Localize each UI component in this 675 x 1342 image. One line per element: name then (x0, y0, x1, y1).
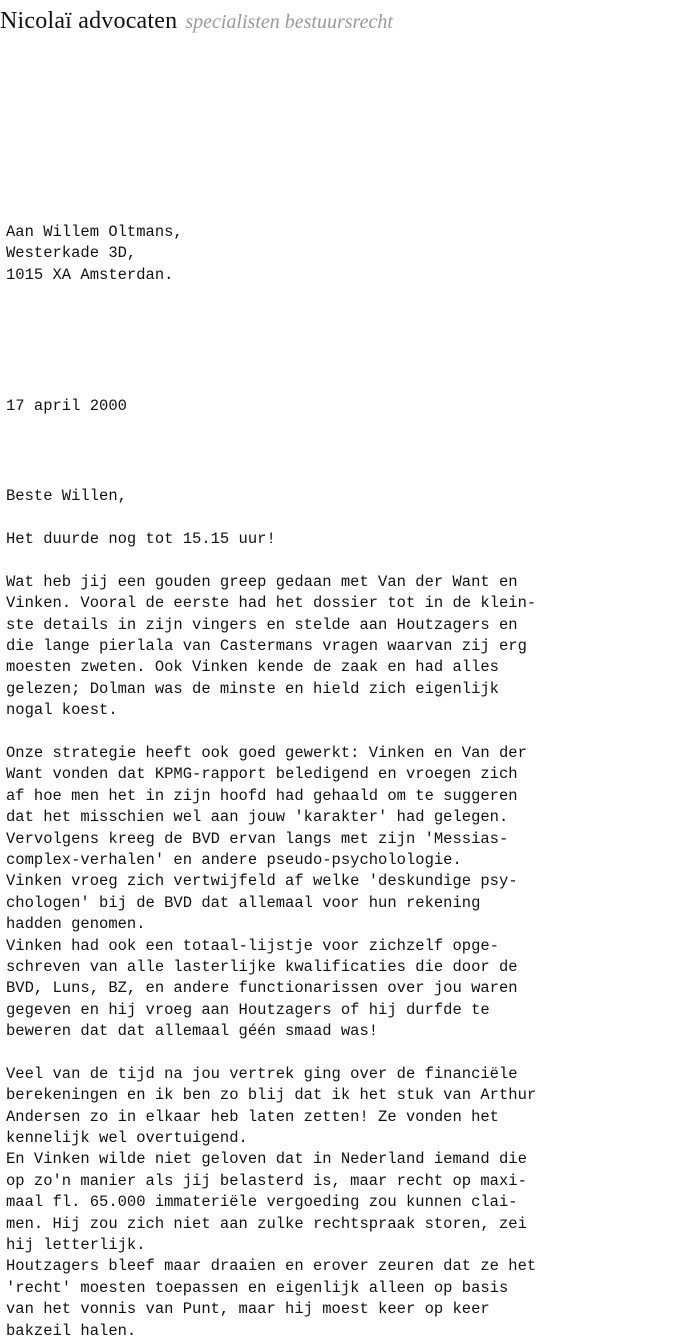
recipient-line: 1015 XA Amsterdan. (6, 265, 174, 284)
paragraph-3 (6, 1064, 668, 1342)
paragraph-line: Vervolgens kreeg de BVD ervan langs met zijn 'Messias- (6, 829, 509, 848)
paragraph-line: Want vonden dat KPMG-rapport beledigend en vroegen zich (6, 765, 518, 784)
letter-body (6, 222, 668, 1342)
paragraph-line: men. Hij zou zich niet aan zulke rechtspraak storen, zei (6, 1214, 527, 1233)
paragraph-line: die lange pierlala van Castermans vragen waarvan zij erg (6, 637, 527, 656)
paragraph-line: berekeningen en ik ben zo blij dat ik het stuk van Arthur (6, 1086, 537, 1105)
paragraph-line: kennelijk wel overtuigend. (6, 1129, 248, 1148)
firm-name: Nicolaï advocaten (0, 8, 178, 34)
paragraph-line: nogal koest. (6, 701, 118, 720)
paragraph-1 (6, 572, 668, 722)
paragraph-line: op zo'n manier als jij belasterd is, maar recht op maxi- (6, 1171, 527, 1190)
paragraph-line: BVD, Luns, BZ, en andere functionarissen over jou waren (6, 979, 518, 998)
paragraph-2 (6, 743, 668, 1042)
paragraph-line: dat het misschien wel aan jouw 'karakter' had gelegen. (6, 808, 509, 827)
intro-line: Het duurde nog tot 15.15 uur! (6, 530, 276, 549)
recipient-line: Aan Willem Oltmans, (6, 223, 183, 241)
paragraph-line: Vinken had ook een totaal-lijstje voor zichzelf opge- (6, 936, 499, 955)
paragraph-line: Wat heb jij een gouden greep gedaan met Van der Want en (6, 572, 518, 591)
paragraph-line: Veel van de tijd na jou vertrek ging over de financiële (6, 1064, 518, 1083)
recipient-address (6, 222, 668, 286)
paragraph-line: maal fl. 65.000 immateriële vergoeding zou kunnen clai- (6, 1193, 518, 1212)
paragraph-line: gelezen; Dolman was de minste en hield zich eigenlijk (6, 679, 499, 698)
paragraph-line: complex-verhalen' en andere pseudo-psycholologie. (6, 851, 462, 869)
paragraph-line: gegeven en hij vroeg aan Houtzagers of hij durfde te (6, 1000, 490, 1019)
letterhead (0, 8, 393, 35)
paragraph-line: ste details in zijn vingers en stelde aan Houtzagers en (6, 615, 518, 634)
paragraph-line: Onze strategie heeft ook goed gewerkt: Vinken en Van der (6, 744, 527, 763)
paragraph-line: moesten zweten. Ook Vinken kende de zaak en had alles (6, 658, 499, 677)
paragraph-line: beweren dat dat allemaal géén smaad was! (6, 1022, 379, 1041)
paragraph-line: Andersen zo in elkaar heb laten zetten! Ze vonden het (6, 1107, 499, 1126)
salutation: Beste Willen, (6, 487, 127, 506)
paragraph-line: af hoe men het in zijn hoofd had gehaald om te suggeren (6, 786, 518, 805)
paragraph-line: bakzeil halen. (6, 1321, 137, 1340)
paragraph-line: van het vonnis van Punt, maar hij moest keer op keer (6, 1300, 490, 1319)
paragraph-line: Vinken. Vooral de eerste had het dossier tot in de klein- (6, 594, 537, 613)
paragraph-line: Vinken vroeg zich vertwijfeld af welke 'deskundige psy- (6, 872, 518, 891)
paragraph-line: hadden genomen. (6, 915, 146, 934)
letter-date: 17 april 2000 (6, 397, 127, 416)
paragraph-line: schreven van alle lasterlijke kwalificaties die door de (6, 957, 518, 976)
paragraph-line: 'recht' moesten toepassen en eigenlijk alleen op basis (6, 1278, 509, 1297)
paragraph-line: chologen' bij de BVD dat allemaal voor hun rekening (6, 893, 481, 912)
paragraph-line: En Vinken wilde niet geloven dat in Nederland iemand die (6, 1150, 527, 1169)
paragraph-line: hij letterlijk. (6, 1236, 146, 1255)
paragraph-line: Houtzagers bleef maar draaien en erover zeuren dat ze het (6, 1257, 537, 1276)
recipient-line: Westerkade 3D, (6, 244, 137, 263)
firm-tagline: specialisten bestuursrecht (185, 11, 393, 33)
